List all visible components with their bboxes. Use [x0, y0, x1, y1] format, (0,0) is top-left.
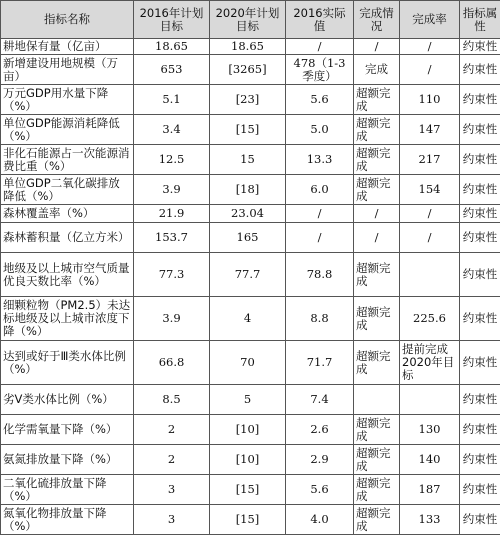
table-row [1, 505, 500, 535]
actual-2016-value: 5.6 [286, 85, 354, 115]
plan-2020-value: [3265] [210, 55, 286, 85]
status-value: 超额完成 [354, 475, 400, 505]
header-attribute: 指标属性 [460, 1, 500, 39]
attribute-value: 约束性 [460, 175, 500, 205]
plan-2016-value: 2 [134, 415, 210, 445]
actual-2016-value: 78.8 [286, 253, 354, 297]
actual-2016-value: 6.0 [286, 175, 354, 205]
plan-2016-value: 18.65 [134, 39, 210, 55]
attribute-value: 约束性 [460, 39, 500, 55]
attribute-value: 约束性 [460, 55, 500, 85]
attribute-value: 约束性 [460, 253, 500, 297]
rate-value: 217 [400, 145, 460, 175]
plan-2020-value: [18] [210, 175, 286, 205]
attribute-value: 约束性 [460, 385, 500, 415]
rate-value [400, 385, 460, 415]
indicator-name: 化学需氧量下降（%） [1, 415, 134, 445]
status-value: / [354, 205, 400, 223]
rate-value: 110 [400, 85, 460, 115]
attribute-value: 约束性 [460, 415, 500, 445]
plan-2020-value: 4 [210, 297, 286, 341]
indicator-name: 二氧化硫排放量下降（%） [1, 475, 134, 505]
rate-value: 187 [400, 475, 460, 505]
plan-2020-value: 70 [210, 341, 286, 385]
status-value: 超额完成 [354, 145, 400, 175]
header-plan-2016: 2016年计划目标 [134, 1, 210, 39]
table-row [1, 297, 500, 341]
rate-value: 提前完成2020年目标 [400, 341, 460, 385]
plan-2016-value: 77.3 [134, 253, 210, 297]
rate-value: / [400, 55, 460, 85]
status-value: / [354, 223, 400, 253]
attribute-value: 约束性 [460, 223, 500, 253]
plan-2016-value: 12.5 [134, 145, 210, 175]
status-value: 完成 [354, 55, 400, 85]
indicator-name: 新增建设用地规模（万亩） [1, 55, 134, 85]
status-value: 超额完成 [354, 341, 400, 385]
plan-2020-value: 77.7 [210, 253, 286, 297]
plan-2020-value: 15 [210, 145, 286, 175]
status-value: 超额完成 [354, 175, 400, 205]
actual-2016-value: 13.3 [286, 145, 354, 175]
plan-2016-value: 653 [134, 55, 210, 85]
plan-2020-value: [10] [210, 415, 286, 445]
plan-2020-value: [10] [210, 445, 286, 475]
status-value [354, 385, 400, 415]
table-row [1, 145, 500, 175]
table-row [1, 475, 500, 505]
rate-value: / [400, 223, 460, 253]
indicator-name: 地级及以上城市空气质量优良天数比率（%） [1, 253, 134, 297]
actual-2016-value: 4.0 [286, 505, 354, 535]
status-value: 超额完成 [354, 505, 400, 535]
plan-2020-value: 5 [210, 385, 286, 415]
header-plan-2020: 2020年计划目标 [210, 1, 286, 39]
plan-2016-value: 2 [134, 445, 210, 475]
actual-2016-value: 478（1-3季度） [286, 55, 354, 85]
header-completion-rate: 完成率 [400, 1, 460, 39]
plan-2016-value: 66.8 [134, 341, 210, 385]
attribute-value: 约束性 [460, 341, 500, 385]
indicator-name: 耕地保有量（亿亩） [1, 39, 134, 55]
actual-2016-value: 5.6 [286, 475, 354, 505]
actual-2016-value: 71.7 [286, 341, 354, 385]
actual-2016-value: 8.8 [286, 297, 354, 341]
indicator-name: 氨氮排放量下降（%） [1, 445, 134, 475]
rate-value: 140 [400, 445, 460, 475]
table-row [1, 223, 500, 253]
attribute-value: 约束性 [460, 85, 500, 115]
status-value: 超额完成 [354, 415, 400, 445]
indicator-name: 万元GDP用水量下降（%） [1, 85, 134, 115]
header-row [1, 1, 500, 39]
header-indicator-name: 指标名称 [1, 1, 134, 39]
status-value: 超额完成 [354, 445, 400, 475]
actual-2016-value: / [286, 205, 354, 223]
indicator-name: 劣Ⅴ类水体比例（%） [1, 385, 134, 415]
rate-value: 225.6 [400, 297, 460, 341]
plan-2020-value: 18.65 [210, 39, 286, 55]
status-value: / [354, 39, 400, 55]
plan-2016-value: 3.9 [134, 297, 210, 341]
attribute-value: 约束性 [460, 505, 500, 535]
header-actual-2016: 2016实际值 [286, 1, 354, 39]
plan-2016-value: 5.1 [134, 85, 210, 115]
table-row [1, 39, 500, 55]
indicator-name: 森林蓄积量（亿立方米） [1, 223, 134, 253]
plan-2016-value: 8.5 [134, 385, 210, 415]
rate-value [400, 253, 460, 297]
table-row [1, 205, 500, 223]
plan-2016-value: 3 [134, 475, 210, 505]
header-status: 完成情况 [354, 1, 400, 39]
table-row [1, 55, 500, 85]
plan-2020-value: [15] [210, 475, 286, 505]
rate-value: 147 [400, 115, 460, 145]
indicator-name: 氮氧化物排放量下降（%） [1, 505, 134, 535]
actual-2016-value: / [286, 39, 354, 55]
rate-value: 130 [400, 415, 460, 445]
attribute-value: 约束性 [460, 205, 500, 223]
plan-2016-value: 3.9 [134, 175, 210, 205]
indicator-name: 达到或好于Ⅲ类水体比例（%） [1, 341, 134, 385]
attribute-value: 约束性 [460, 145, 500, 175]
table-row [1, 115, 500, 145]
table-row [1, 85, 500, 115]
status-value: 超额完成 [354, 85, 400, 115]
status-value: 超额完成 [354, 253, 400, 297]
indicator-name: 森林覆盖率（%） [1, 205, 134, 223]
indicator-name: 单位GDP能源消耗降低（%） [1, 115, 134, 145]
actual-2016-value: / [286, 223, 354, 253]
status-value: 超额完成 [354, 297, 400, 341]
actual-2016-value: 2.6 [286, 415, 354, 445]
table-row [1, 385, 500, 415]
plan-2016-value: 21.9 [134, 205, 210, 223]
attribute-value: 约束性 [460, 115, 500, 145]
actual-2016-value: 7.4 [286, 385, 354, 415]
table-row [1, 341, 500, 385]
plan-2016-value: 3.4 [134, 115, 210, 145]
plan-2016-value: 153.7 [134, 223, 210, 253]
plan-2020-value: [15] [210, 505, 286, 535]
indicator-name: 非化石能源占一次能源消费比重（%） [1, 145, 134, 175]
rate-value: / [400, 39, 460, 55]
table-row [1, 175, 500, 205]
actual-2016-value: 2.9 [286, 445, 354, 475]
actual-2016-value: 5.0 [286, 115, 354, 145]
attribute-value: 约束性 [460, 475, 500, 505]
attribute-value: 约束性 [460, 297, 500, 341]
plan-2016-value: 3 [134, 505, 210, 535]
attribute-value: 约束性 [460, 445, 500, 475]
plan-2020-value: 23.04 [210, 205, 286, 223]
indicator-name: 单位GDP二氧化碳排放降低（%） [1, 175, 134, 205]
table-row [1, 253, 500, 297]
table-row [1, 415, 500, 445]
indicator-name: 细颗粒物（PM2.5）未达标地级及以上城市浓度下降（%） [1, 297, 134, 341]
rate-value: / [400, 205, 460, 223]
plan-2020-value: [23] [210, 85, 286, 115]
plan-2020-value: 165 [210, 223, 286, 253]
status-value: 超额完成 [354, 115, 400, 145]
plan-2020-value: [15] [210, 115, 286, 145]
rate-value: 133 [400, 505, 460, 535]
rate-value: 154 [400, 175, 460, 205]
table-row [1, 445, 500, 475]
